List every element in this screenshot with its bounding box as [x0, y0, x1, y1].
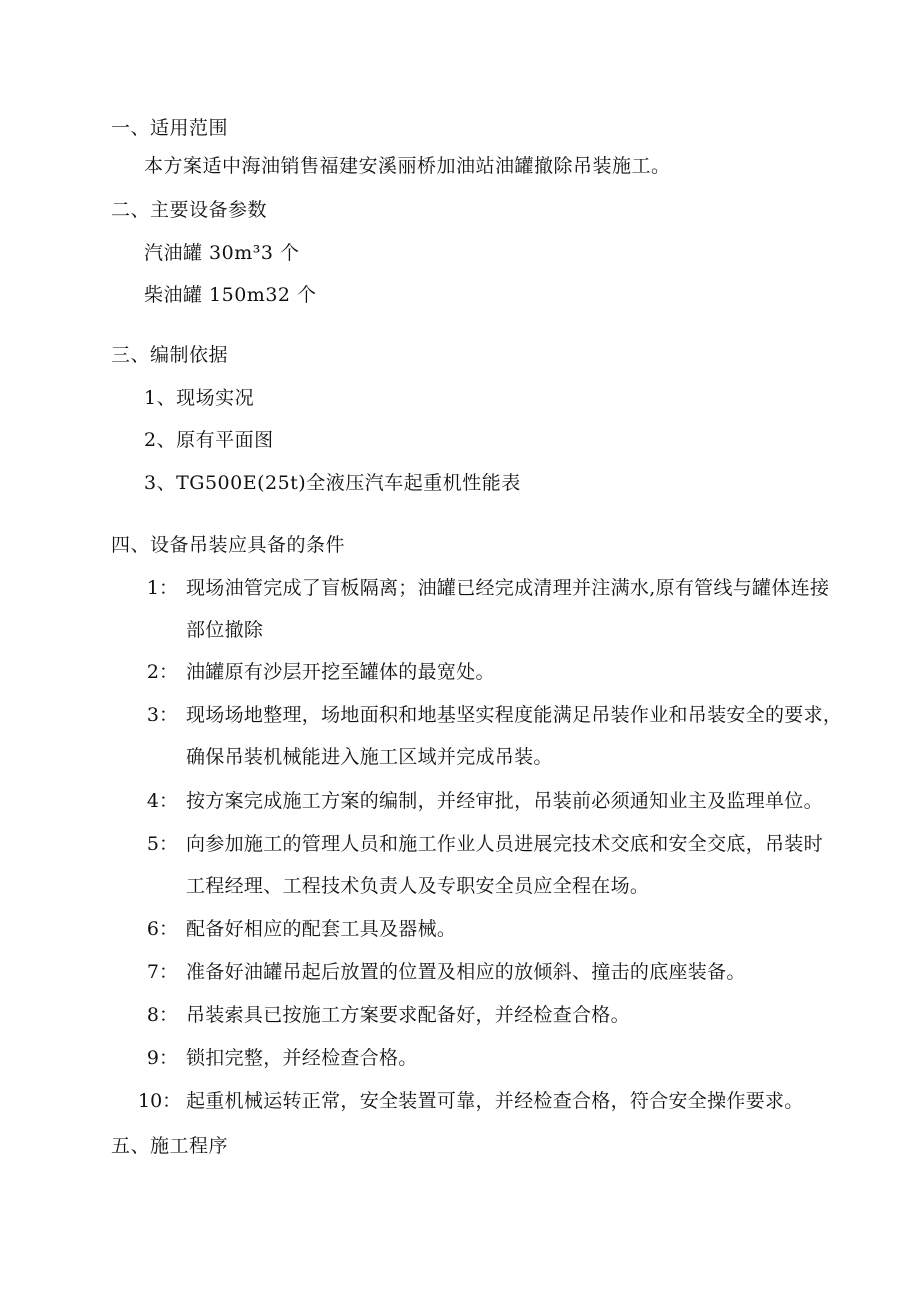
- condition-text: 吊装索具已按施工方案要求配备好，并经检查合格。: [186, 1004, 630, 1026]
- equipment-line: 柴油罐 150m32 个: [144, 284, 317, 306]
- condition-text: 锁扣完整，并经检查合格。: [186, 1047, 418, 1069]
- condition-text: 按方案完成施工方案的编制，并经审批，吊装前必须通知业主及监理单位。: [186, 790, 823, 812]
- condition-number: 8：: [146, 1004, 178, 1026]
- condition-number: 1：: [146, 577, 178, 599]
- basis-item: 1、现场实况: [144, 387, 255, 409]
- condition-text: 准备好油罐吊起后放置的位置及相应的放倾斜、撞击的底座装备。: [186, 961, 746, 983]
- condition-number: 4：: [146, 790, 178, 812]
- section-heading-procedure: 五、施工程序: [111, 1135, 229, 1157]
- condition-text: 确保吊装机械能进入施工区域并完成吊装。: [186, 746, 553, 768]
- condition-number: 2：: [146, 661, 178, 683]
- condition-number: 3：: [146, 704, 178, 726]
- condition-number: 10：: [138, 1090, 182, 1112]
- section-heading-conditions: 四、设备吊装应具备的条件: [111, 534, 346, 556]
- condition-text: 油罐原有沙层开挖至罐体的最宽处。: [186, 661, 495, 683]
- condition-text: 现场油管完成了盲板隔离；油罐已经完成清理并注满水,原有管线与罐体连接: [186, 577, 830, 599]
- basis-item: 3、TG500E(25t)全液压汽车起重机性能表: [144, 472, 521, 494]
- basis-item: 2、原有平面图: [144, 429, 274, 451]
- condition-number: 9：: [146, 1047, 178, 1069]
- condition-text: 配备好相应的配套工具及器械。: [186, 918, 457, 940]
- condition-text: 现场场地整理，场地面积和地基坚实程度能满足吊装作业和吊装安全的要求，: [186, 704, 843, 726]
- section-heading-basis: 三、编制依据: [111, 344, 229, 366]
- section-heading-equipment: 二、主要设备参数: [111, 199, 268, 221]
- condition-number: 5：: [146, 833, 178, 855]
- scope-paragraph: 本方案适中海油销售福建安溪丽桥加油站油罐撤除吊装施工。: [144, 155, 671, 177]
- equipment-line: 汽油罐 30m³3 个: [144, 242, 300, 264]
- condition-number: 6：: [146, 918, 178, 940]
- condition-number: 7：: [146, 961, 178, 983]
- condition-text: 起重机械运转正常，安全装置可靠，并经检查合格，符合安全操作要求。: [186, 1090, 804, 1112]
- condition-text: 工程经理、工程技术负责人及专职安全员应全程在场。: [186, 875, 650, 897]
- section-heading-scope: 一、适用范围: [111, 117, 229, 139]
- condition-text: 部位撤除: [186, 619, 264, 641]
- condition-text: 向参加施工的管理人员和施工作业人员进展完技术交底和安全交底，吊装时: [186, 833, 823, 855]
